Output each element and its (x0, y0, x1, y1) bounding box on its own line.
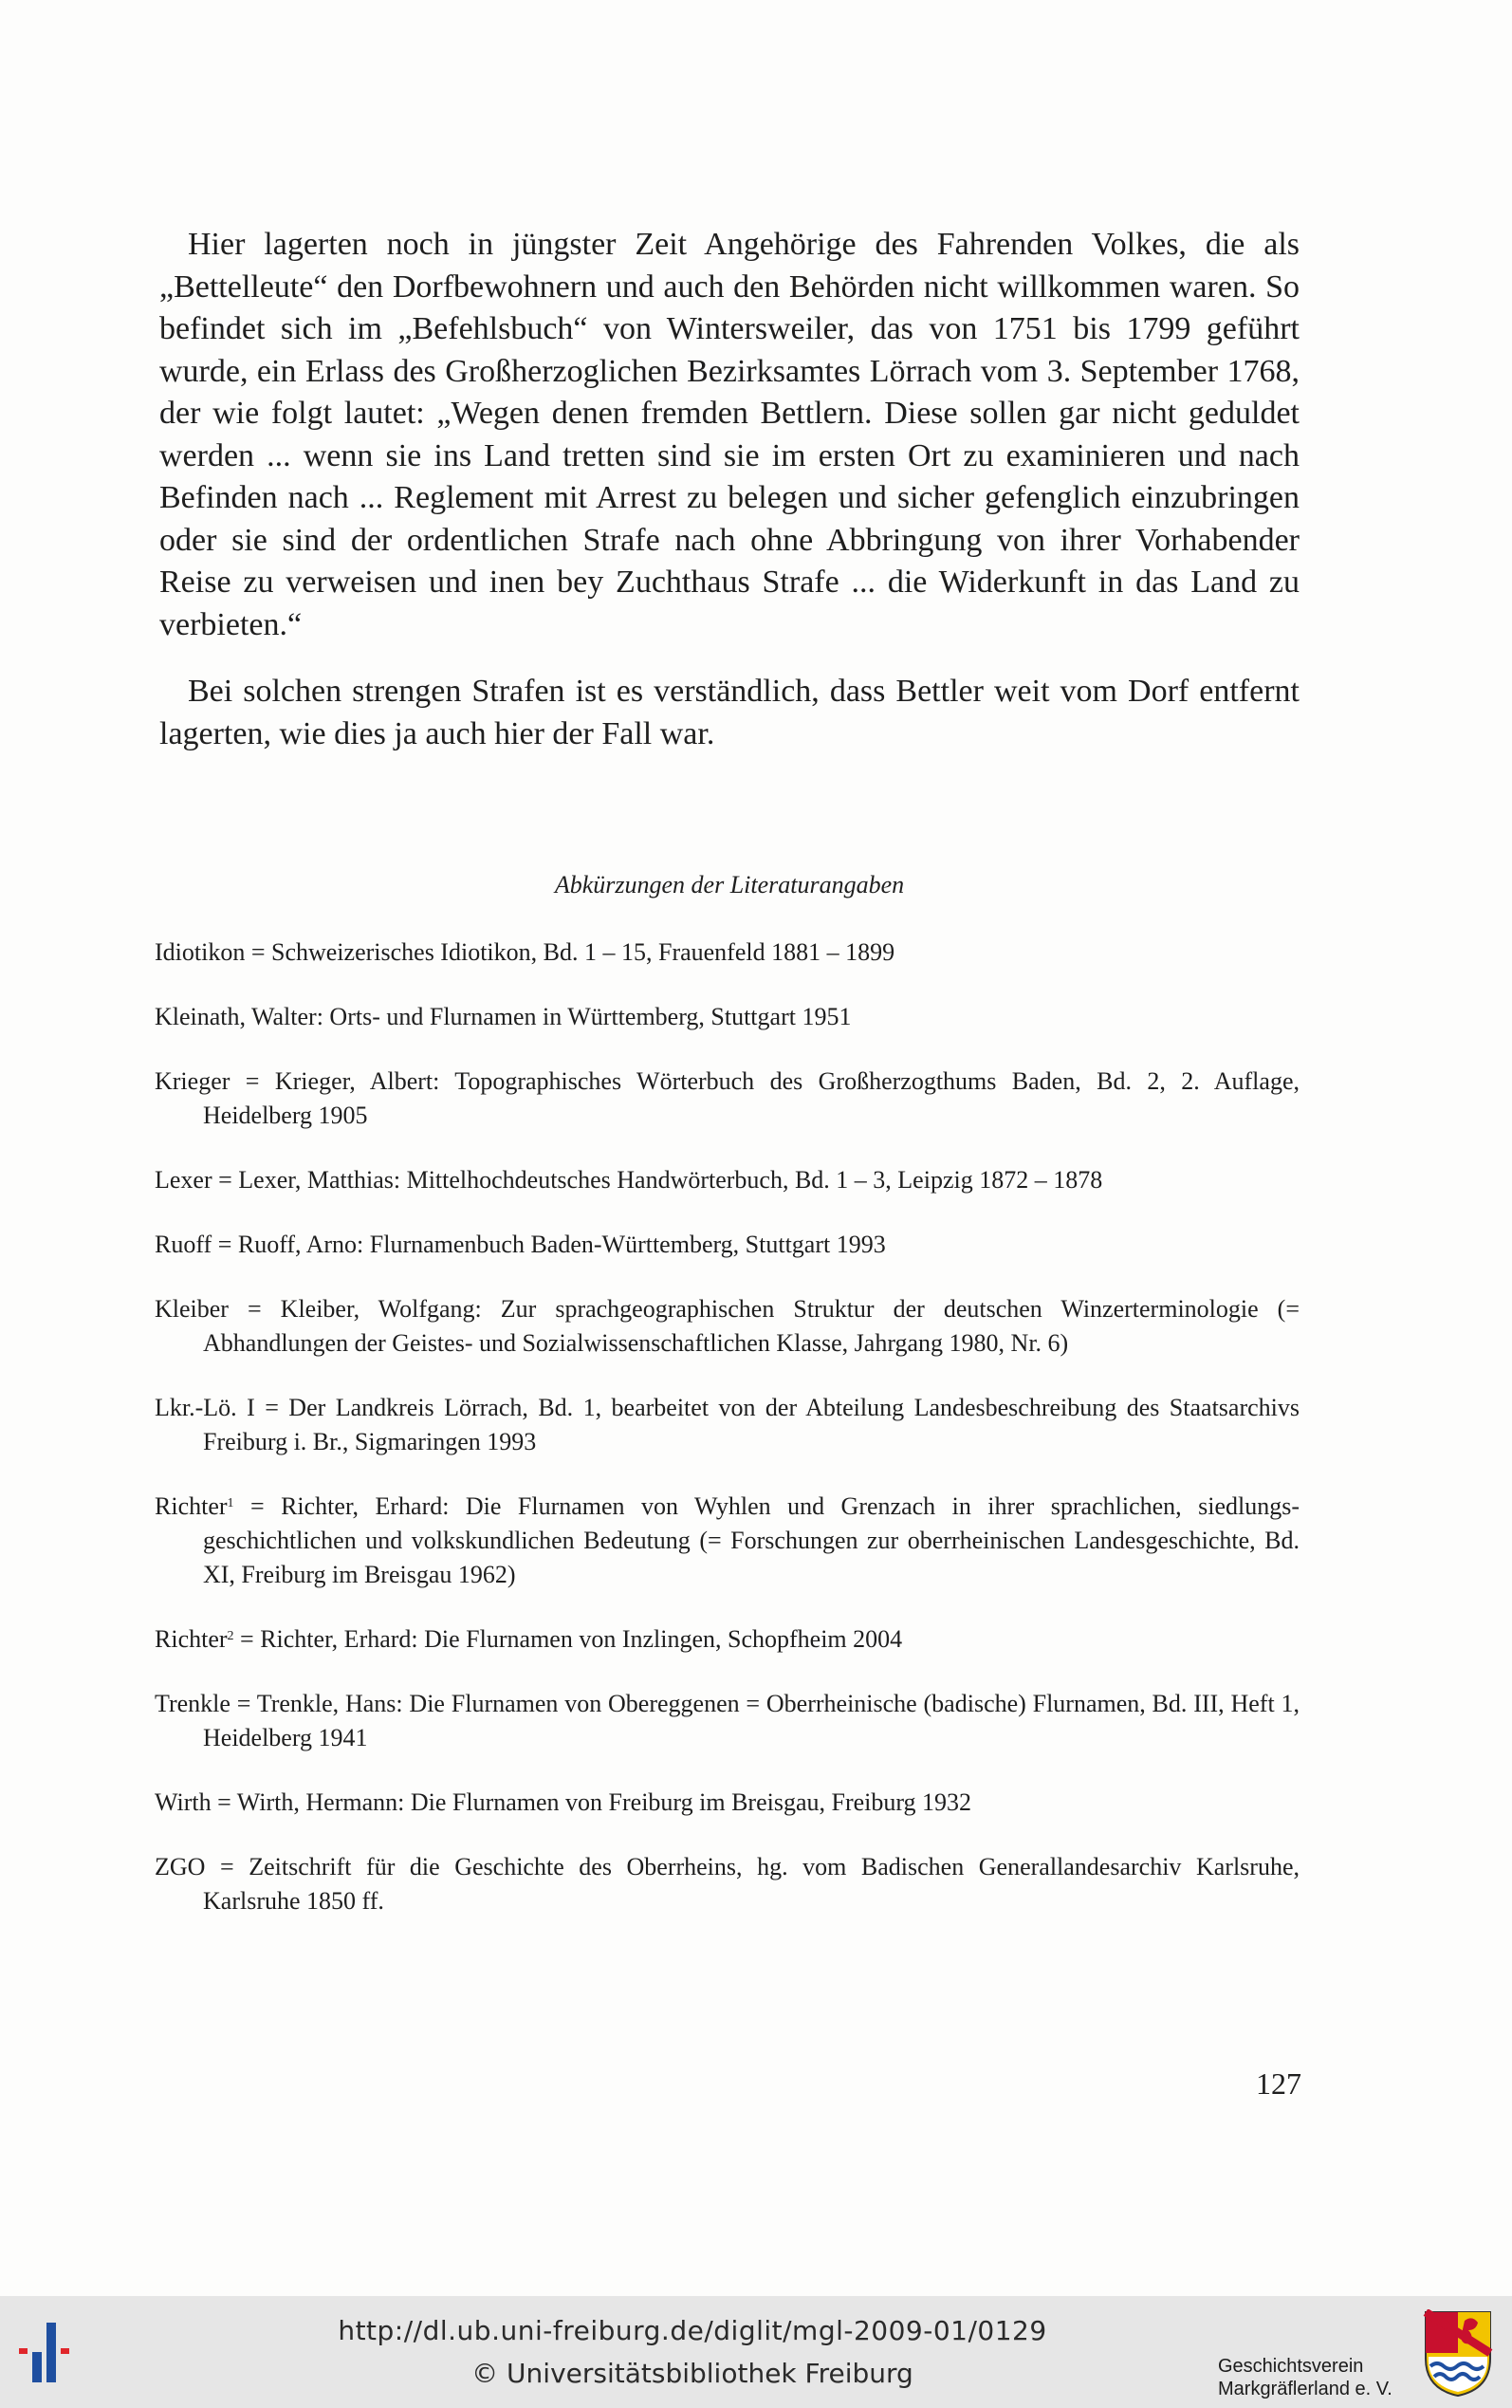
reference-entry: Trenkle = Trenkle, Hans: Die Flurnamen von Obereggenen = Oberrheinische (badische) Flurnamen, Bd. III, Heft 1, Heidelberg 1941 (155, 1690, 1300, 1751)
reference-text: = Richter, Erhard: Die Flurnamen von Inzlingen, Schopfheim 2004 (233, 1625, 903, 1653)
reference-entry: Wirth = Wirth, Hermann: Die Flurnamen von Freiburg im Breisgau, Freiburg 1932 (155, 1788, 972, 1816)
university-library-logo-icon (17, 2319, 93, 2385)
society-name-line1: Geschichtsverein (1218, 2356, 1364, 2377)
paragraph: Bei solchen strengen Strafen ist es verständlich, dass Bettler weit vom Dorf entfernt lagerten, wie dies ja auch hier der Fall war. (159, 674, 1300, 751)
reference-entry: Lkr.-Lö. I = Der Landkreis Lörrach, Bd. 1, bearbeitet von der Abteilung Landesbeschreibung des Staatsarchivs Freiburg i. Br., Sigmaringen 1993 (155, 1394, 1300, 1455)
footer-bar (0, 2296, 1512, 2408)
main-text (159, 224, 1300, 780)
reference-entry: ZGO = Zeitschrift für die Geschichte des Oberrheins, hg. vom Badischen Generallandesarchiv Karlsruhe, Karlsruhe 1850 ff. (155, 1853, 1300, 1915)
reference-entry: Ruoff = Ruoff, Arno: Flurnamenbuch Baden-Württemberg, Stuttgart 1993 (155, 1231, 886, 1258)
society-name (1218, 2355, 1417, 2400)
superscript: 2 (227, 1629, 234, 1643)
footer-credits (285, 2309, 1100, 2395)
coat-of-arms-icon (1423, 2309, 1493, 2399)
reference-key: Richter (155, 1492, 228, 1520)
reference-entry: Kleinath, Walter: Orts- und Flurnamen in Württemberg, Stuttgart 1951 (155, 1003, 852, 1030)
permalink-url[interactable]: http://dl.ub.uni-freiburg.de/diglit/mgl-2009-01/0129 (338, 2315, 1047, 2346)
reference-entry: Lexer = Lexer, Matthias: Mittelhochdeutsches Handwörterbuch, Bd. 1 – 3, Leipzig 1872 – 1878 (155, 1166, 1103, 1194)
page-number: 127 (1256, 2066, 1301, 2101)
reference-entry: Krieger = Krieger, Albert: Topographisches Wörterbuch des Großherzogthums Baden, Bd. 2, 2. Auflage, Heidelberg 1905 (155, 1067, 1300, 1129)
society-name-line2: Markgräflerland e. V. (1218, 2379, 1392, 2399)
copyright-text: © Universitätsbibliothek Freiburg (471, 2358, 913, 2389)
abbreviations-heading: Abkürzungen der Literaturangaben (554, 871, 905, 898)
reference-text: = Richter, Erhard: Die Flurnamen von Wyhlen und Grenzach in ihrer sprachlichen, siedlungsgeschichtlichen und volkskundlichen Bedeutung (= Forschungen zur oberrheinischen Landesgeschichte, Bd. XI, Freiburg im Breisgau 1962) (203, 1492, 1300, 1588)
reference-entry: Kleiber = Kleiber, Wolfgang: Zur sprachgeographischen Struktur der deutschen Winzerterminologie (= Abhandlungen der Geistes- und Sozialwissenschaftlichen Klasse, Jahrgang 1980, Nr. 6) (155, 1295, 1300, 1357)
paragraph: Hier lagerten noch in jüngster Zeit Angehörige des Fahrenden Volkes, die als „Bettelleute“ den Dorfbewohnern und auch den Behörden nicht willkommen waren. So befindet sich im „Befehlsbuch“ von Wintersweiler, das von 1751 bis 1799 geführt wurde, ein Erlass des Großherzoglichen Bezirksamtes Lörrach vom 3. September 1768, der wie folgt lautet: „Wegen denen fremden Bettlern. Diese sollen gar nicht geduldet werden ... wenn sie ins Land tretten sind sie im ersten Ort zu examinieren und nach Befinden nach ... Reglement mit Arrest zu belegen und sicher gefenglich einzubringen oder sie sind der ordentlichen Strafe nach ohne Abbringung von ihrer Vorhabender Reise zu verweisen und inen bey Zuchthaus Strafe ... die Widerkunft in das Land zu verbieten.“ (159, 227, 1300, 642)
reference-entry-richter-1 (155, 1490, 1300, 1592)
superscript: 1 (227, 1496, 234, 1510)
reference-entry: Idiotikon = Schweizerisches Idiotikon, Bd. 1 – 15, Frauenfeld 1881 – 1899 (155, 938, 895, 966)
reference-key: Richter (155, 1625, 228, 1653)
abbreviations-list (155, 935, 1300, 1949)
reference-entry-richter-2 (155, 1622, 1300, 1657)
